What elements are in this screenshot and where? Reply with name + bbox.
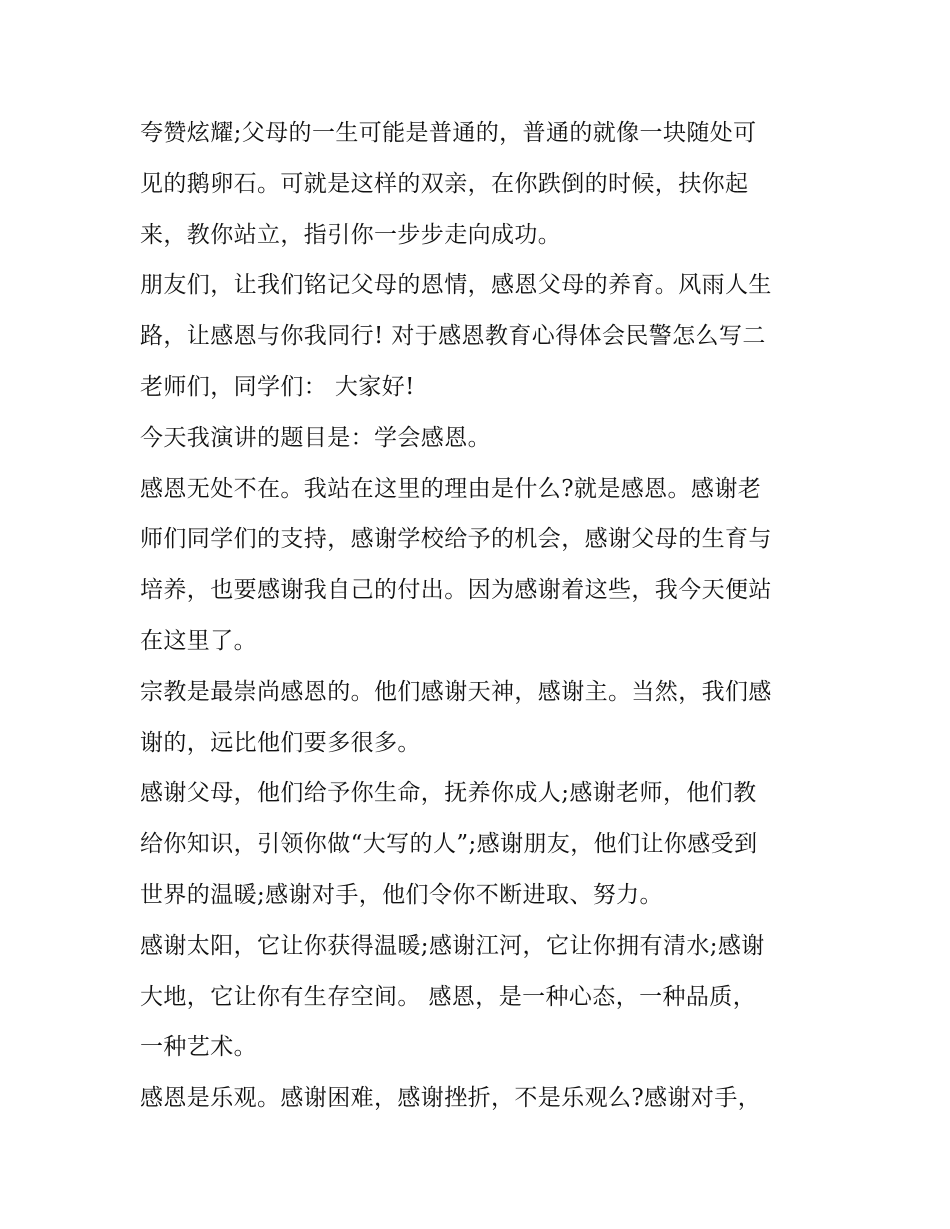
text-line: 宗教是最崇尚感恩的。他们感谢天神，感谢主。当然，我们感 — [140, 678, 772, 705]
document-body — [140, 108, 830, 1124]
text-line: 感谢太阳，它让你获得温暖;感谢江河，它让你拥有清水;感谢 — [140, 932, 765, 959]
text-line: 谢的，远比他们要多很多。 — [140, 729, 421, 756]
text-line: 来，教你站立，指引你一步步走向成功。 — [140, 221, 562, 248]
text-line: 培养，也要感谢我自己的付出。因为感谢着这些，我今天便站 — [140, 577, 772, 604]
text-line: 路，让感恩与你我同行! 对于感恩教育心得体会民警怎么写二 — [140, 323, 766, 350]
text-line: 世界的温暖;感谢对手，他们令你不断进取、努力。 — [140, 881, 663, 908]
text-line: 给你知识，引领你做“大写的人”;感谢朋友，他们让你感受到 — [140, 831, 758, 858]
text-line: 夸赞炫耀;父母的一生可能是普通的，普通的就像一块随处可 — [140, 120, 757, 146]
text-line: 在这里了。 — [140, 627, 257, 654]
text-line: 见的鹅卵石。可就是这样的双亲，在你跌倒的时候，扶你起 — [140, 170, 749, 197]
text-line: 感恩无处不在。我站在这里的理由是什么?就是感恩。感谢老 — [140, 475, 762, 502]
text-line: 师们同学们的支持，感谢学校给予的机会，感谢父母的生育与 — [140, 526, 772, 553]
text-line: 感恩是乐观。感谢困难，感谢挫折，不是乐观么?感谢对手， — [140, 1085, 762, 1112]
text-line: 朋友们，让我们铭记父母的恩情，感恩父母的养育。风雨人生 — [140, 272, 772, 299]
text-line: 感谢父母，他们给予你生命，抚养你成人;感谢老师，他们教 — [140, 780, 757, 807]
text-line: 老师们，同学们： 大家好! — [140, 373, 415, 400]
text-line: 今天我演讲的题目是：学会感恩。 — [140, 424, 491, 451]
text-line: 大地，它让你有生存空间。 感恩，是一种心态，一种品质， — [140, 983, 757, 1010]
text-line: 一种艺术。 — [140, 1034, 257, 1061]
